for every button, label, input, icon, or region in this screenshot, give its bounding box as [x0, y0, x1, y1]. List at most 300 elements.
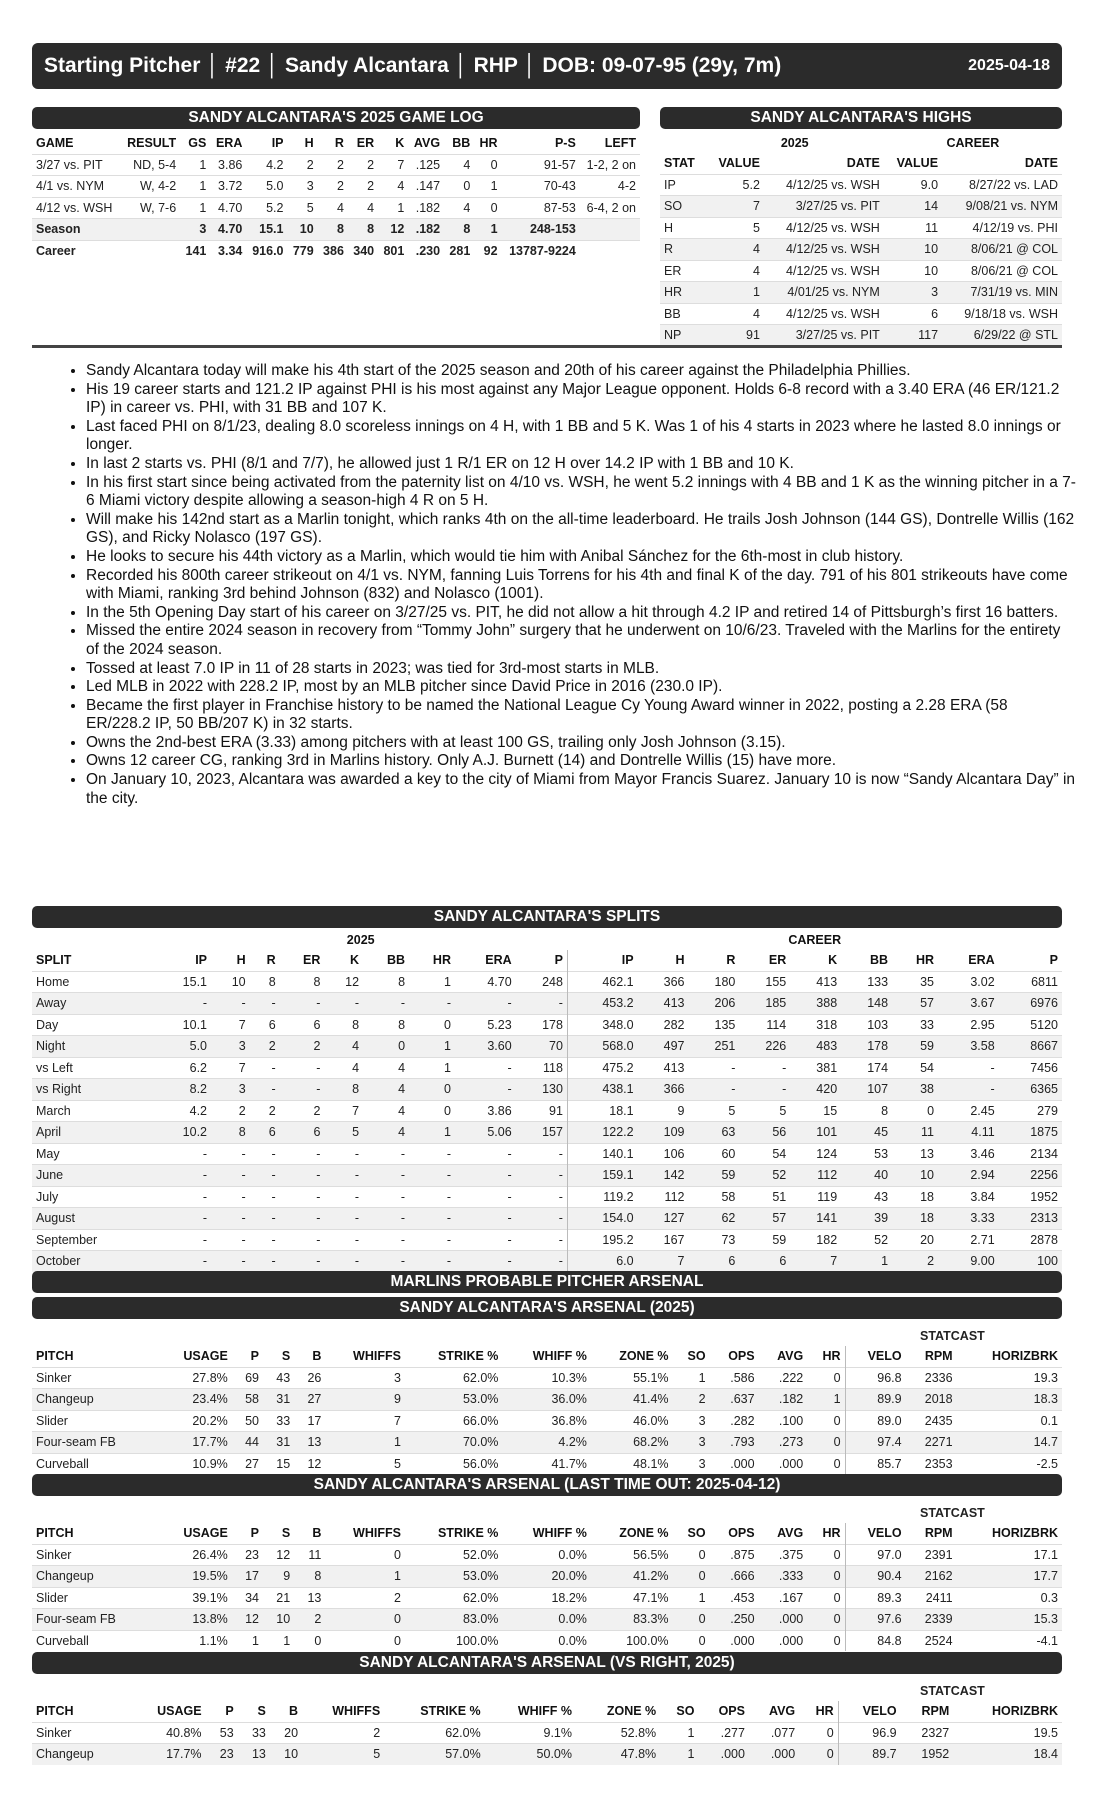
splits-cell: 59	[772, 1232, 787, 1247]
splits-cell: 180	[714, 974, 736, 989]
game-log-col-header: R	[334, 136, 344, 151]
game-log-cell: 340	[353, 243, 375, 258]
arsenal-cell: 1.1%	[199, 1633, 228, 1648]
game-log-cell: 0	[490, 157, 498, 172]
splits-cell: 8	[398, 1017, 406, 1032]
arsenal-cell: .375	[778, 1547, 804, 1562]
arsenal-col-header: ZONE %	[606, 1704, 657, 1719]
arsenal-row	[32, 1544, 1062, 1566]
arsenal-cell: 57.0%	[445, 1747, 481, 1762]
splits-cell: 73	[721, 1232, 736, 1247]
note-item: • On January 10, 2023, Alcantara was awarded a key to the city of Miami from Mayor Francis Suarez. January 10 is now “Sandy Alcantara Day” in the city.	[86, 771, 1076, 808]
arsenal-cell: 0	[807, 1367, 845, 1389]
splits-cell: 4.2	[189, 1103, 208, 1118]
arsenal-col-header: VELO	[867, 1349, 902, 1364]
arsenal-cell: 1	[252, 1633, 259, 1648]
arsenal-cell: 17	[307, 1413, 322, 1428]
highs-cell: 11	[925, 220, 939, 235]
arsenal-cell: 2353	[924, 1456, 953, 1471]
arsenal-cell: 26	[307, 1370, 322, 1385]
splits-cell: -	[507, 1146, 512, 1161]
splits-cell: 8	[352, 1017, 360, 1032]
highs-cell: 9/08/21 vs. NYM	[965, 199, 1058, 214]
splits-cell: -	[271, 996, 276, 1011]
arsenal-cell: 13	[307, 1435, 322, 1450]
highs-row	[660, 239, 1062, 261]
arsenal-cell: 56.0%	[462, 1456, 499, 1471]
splits-cell: 413	[663, 996, 685, 1011]
splits-cell: -	[316, 1211, 321, 1226]
arsenal-col-header: HORIZBRK	[992, 1349, 1058, 1364]
splits-cell: 5.06	[487, 1125, 512, 1140]
highs-cell: 4/01/25 vs. NYM	[787, 285, 880, 300]
arsenal-col-header: WHIFFS	[332, 1704, 381, 1719]
splits-cell: -	[202, 1146, 208, 1161]
splits-cell: 39	[874, 1211, 889, 1226]
arsenal-cell: 2271	[924, 1435, 953, 1450]
splits-cell: 2	[313, 1103, 321, 1118]
game-log-cell: 5	[306, 200, 314, 215]
arsenal-cell: 41.4%	[633, 1392, 669, 1407]
splits-cell: 5	[728, 1103, 736, 1118]
splits-cell: 1	[444, 1060, 451, 1075]
splits-cell: 195.2	[602, 1232, 634, 1247]
splits-cell: 3.84	[970, 1189, 995, 1204]
game-log-cell: 4.70	[218, 222, 243, 237]
splits-group-2025: 2025	[346, 933, 375, 947]
highs-cell: 4	[752, 242, 760, 257]
arsenal-cell: 89.0	[877, 1413, 902, 1428]
arsenal-cell: 2	[698, 1392, 706, 1407]
note-item: • Will make his 142nd start as a Marlin tonight, which ranks 4th on the all-time leaderboard. He trails Josh Johnson (144 GS), Dontrelle Willis (162 GS), and Ricky Nolasco (197 GS).	[86, 511, 1076, 548]
splits-cell: 2.94	[970, 1168, 995, 1183]
game-log-row	[32, 176, 640, 198]
splits-cell: -	[446, 1146, 451, 1161]
highs-cell: 3	[931, 285, 939, 300]
arsenal-cell: 0.0%	[558, 1633, 587, 1648]
arsenal-col-header: VELO	[862, 1704, 897, 1719]
arsenal-cell: 8	[314, 1569, 322, 1584]
splits-cell: 114	[766, 1017, 787, 1032]
game-log-cell: 3.72	[218, 179, 243, 194]
splits-cell: -	[202, 1254, 208, 1269]
arsenal-cell: 1	[283, 1633, 291, 1648]
splits-cell: -	[516, 993, 568, 1015]
splits-cell: 58	[721, 1189, 736, 1204]
splits-cell: 0	[398, 1039, 406, 1054]
game-log-cell: 13787-9224	[509, 243, 576, 258]
splits-cell: 3.46	[970, 1146, 995, 1161]
splits-cell: 420	[816, 1082, 838, 1097]
page-date: 2025-04-18	[968, 57, 1050, 74]
splits-cell: -	[782, 1082, 787, 1097]
arsenal-cell: Curveball	[36, 1456, 89, 1471]
splits-cell: -	[241, 1189, 246, 1204]
arsenal-cell: 0	[394, 1547, 401, 1562]
arsenal-col-header: HORIZBRK	[992, 1526, 1058, 1541]
splits-cell: -	[507, 1060, 512, 1075]
splits-cell: 9.00	[970, 1254, 995, 1269]
arsenal-col-header: P	[250, 1349, 259, 1364]
splits-col-header: HR	[915, 953, 935, 968]
splits-cell: 248	[516, 971, 568, 993]
game-log-col-header: ERA	[215, 136, 243, 151]
arsenal-cell: .666	[730, 1569, 755, 1584]
highs-cell: 9/18/18 vs. WSH	[964, 306, 1058, 321]
splits-cell: 142	[663, 1168, 685, 1183]
game-log-cell: 1	[490, 222, 498, 237]
arsenal-cell: 31	[276, 1435, 291, 1450]
note-item: • His 19 career starts and 121.2 IP against PHI is his most against any Major League opponent. Holds 6-8 record with a 3.40 ERA (46 ER/121.2 IP) in career vs. PHI, with 31 BB and 107 K.	[86, 381, 1076, 418]
splits-cell: 12	[345, 974, 360, 989]
splits-cell: 5	[779, 1103, 787, 1118]
arsenal-col-header: WHIFF %	[532, 1349, 587, 1364]
splits-cell: 35	[920, 974, 935, 989]
arsenal-cell: 53.0%	[462, 1392, 499, 1407]
splits-cell: 167	[663, 1232, 685, 1247]
arsenal-cell: 26.4%	[192, 1547, 228, 1562]
game-log-cell: 92	[483, 243, 498, 258]
arsenal-col-header: HR	[799, 1701, 838, 1722]
splits-cell: 8667	[1030, 1039, 1058, 1054]
splits-cell: -	[271, 1254, 276, 1269]
game-log-col-header: H	[304, 136, 314, 151]
arsenal-cell: 96.9	[872, 1725, 897, 1740]
arsenal-col-header: SO	[687, 1349, 706, 1364]
game-log-cell: Career	[36, 243, 76, 258]
splits-cell: 60	[721, 1146, 736, 1161]
game-log-cell: 779	[292, 243, 314, 258]
splits-col-header: BB	[869, 953, 889, 968]
splits-cell: 10	[920, 1168, 935, 1183]
arsenal-cell: 0.1	[1040, 1413, 1058, 1428]
splits-cell: 141	[816, 1211, 838, 1226]
game-log-cell: 3.34	[218, 243, 243, 258]
game-log-cell: 8	[336, 222, 344, 237]
splits-cell: -	[516, 1186, 568, 1208]
splits-cell: 103	[867, 1017, 889, 1032]
game-log-cell: 87-53	[543, 200, 576, 215]
splits-cell: 6976	[1030, 996, 1058, 1011]
splits-cell: 2313	[1030, 1211, 1058, 1226]
statcast-label-last: STATCAST	[920, 1506, 985, 1520]
arsenal-cell: 0.0%	[558, 1612, 587, 1627]
note-item: • Missed the entire 2024 season in recovery from “Tommy John” surgery that he underwent on 10/6/23. Traveled with the Marlins for the entirety of the 2024 season.	[86, 622, 1076, 659]
splits-cell: -	[400, 1254, 406, 1269]
highs-cell: 3/27/25 vs. PIT	[795, 328, 880, 343]
splits-cell: -	[316, 1146, 321, 1161]
splits-cell: 51	[772, 1189, 787, 1204]
splits-cell: July	[36, 1189, 59, 1204]
splits-cell: 3.60	[487, 1039, 512, 1054]
splits-cell: 178	[516, 1014, 568, 1036]
game-log-cell: 916.0	[252, 243, 284, 258]
splits-cell: 107	[867, 1082, 889, 1097]
arsenal-cell: 0.3	[1040, 1590, 1058, 1605]
splits-cell: 568.0	[602, 1039, 634, 1054]
splits-row	[32, 1014, 1062, 1036]
arsenal-row	[32, 1566, 1062, 1588]
game-log-col-header: HR	[479, 136, 498, 151]
game-log-cell: 7	[397, 157, 405, 172]
highs-group-career: CAREER	[946, 136, 1000, 150]
arsenal-cell: 15	[276, 1456, 291, 1471]
arsenal-cell: .453	[730, 1590, 755, 1605]
splits-cell: -	[202, 1168, 208, 1183]
splits-cell: 140.1	[602, 1146, 634, 1161]
splits-cell: 251	[714, 1039, 736, 1054]
arsenal-col-header: OPS	[718, 1704, 745, 1719]
arsenal-col-header: USAGE	[157, 1704, 202, 1719]
highs-cell: 4	[752, 306, 760, 321]
arsenal-row	[32, 1410, 1062, 1432]
game-log-cell: 248-153	[529, 222, 576, 237]
splits-cell: 497	[663, 1039, 685, 1054]
splits-cell: 106	[663, 1146, 685, 1161]
highs-col-header: DATE	[846, 156, 880, 171]
arsenal-cell: 31	[276, 1392, 291, 1407]
splits-cell: -	[241, 1211, 246, 1226]
arsenal-cell: 46.0%	[633, 1413, 669, 1428]
highs-cell: 10	[924, 242, 939, 257]
arsenal-cell: 43	[276, 1370, 291, 1385]
splits-cell: 4	[398, 1060, 406, 1075]
game-log-cell: 4	[463, 200, 471, 215]
splits-cell: 33	[920, 1017, 935, 1032]
arsenal-col-header: P	[225, 1704, 234, 1719]
game-log-row	[32, 197, 640, 219]
splits-cell: -	[316, 1232, 321, 1247]
splits-cell: April	[36, 1125, 62, 1140]
arsenal-cell: .000	[720, 1747, 745, 1762]
splits-cell: 56	[772, 1125, 787, 1140]
splits-cell: 438.1	[602, 1082, 634, 1097]
arsenal-cell: 100.0%	[456, 1633, 499, 1648]
splits-cell: 8	[398, 974, 406, 989]
splits-header: SANDY ALCANTARA'S SPLITS	[32, 906, 1062, 928]
arsenal-cell: 36.0%	[551, 1392, 587, 1407]
game-log-cell: 281	[449, 243, 471, 258]
splits-cell: 6365	[1030, 1082, 1058, 1097]
game-log-cell: 91-57	[543, 157, 576, 172]
splits-cell: -	[316, 1082, 321, 1097]
splits-cell: 0	[444, 1017, 451, 1032]
splits-cell: 5120	[1030, 1017, 1058, 1032]
splits-row	[32, 971, 1062, 993]
highs-col-header: STAT	[664, 156, 695, 171]
splits-cell: 279	[1037, 1103, 1058, 1118]
arsenal-cell: 9	[283, 1569, 291, 1584]
splits-cell: -	[446, 1254, 451, 1269]
note-item: • Last faced PHI on 8/1/23, dealing 8.0 scoreless innings on 4 H, with 1 BB and 5 K. Was 1 of his 4 starts in 2023 where he lasted 8.0 innings or longer.	[86, 418, 1076, 455]
arsenal-cell: 2327	[921, 1725, 950, 1740]
splits-cell: -	[507, 996, 512, 1011]
arsenal-cell: Sinker	[36, 1547, 72, 1562]
game-log-cell: 3.86	[218, 157, 243, 172]
splits-col-header: HR	[432, 953, 451, 968]
splits-cell: 130	[516, 1079, 568, 1101]
game-log-cell: W, 7-6	[140, 200, 177, 215]
arsenal-cell: .000	[730, 1456, 755, 1471]
highs-row	[660, 260, 1062, 282]
arsenal-cell: -4.1	[1036, 1633, 1058, 1648]
game-log-cell: 1	[490, 179, 498, 194]
splits-cell: 3.67	[970, 996, 995, 1011]
arsenal-cell: 3	[698, 1456, 706, 1471]
arsenal-cell: 14.7	[1033, 1435, 1058, 1450]
arsenal-col-header: HR	[807, 1523, 845, 1544]
splits-cell: 148	[867, 996, 889, 1011]
arsenal-col-header: HR	[807, 1346, 845, 1367]
splits-cell: 18	[920, 1189, 935, 1204]
arsenal-cell: 18.4	[1033, 1747, 1058, 1762]
splits-cell: March	[36, 1103, 71, 1118]
splits-cell: 1	[881, 1254, 889, 1269]
splits-cell: 178	[867, 1039, 889, 1054]
arsenal-cell: .586	[730, 1370, 755, 1385]
arsenal-cell: 23.4%	[192, 1392, 228, 1407]
splits-cell: 10.1	[182, 1017, 208, 1032]
arsenal-cell: 17.7%	[166, 1747, 202, 1762]
game-log-cell: 141	[185, 243, 207, 258]
splits-cell: May	[36, 1146, 60, 1161]
splits-cell: 413	[816, 974, 838, 989]
game-log-col-header: LEFT	[604, 136, 636, 151]
splits-cell: 2256	[1030, 1168, 1058, 1183]
splits-cell: 119.2	[603, 1189, 634, 1204]
splits-group-career: CAREER	[788, 933, 842, 947]
arsenal-cell: .875	[730, 1547, 755, 1562]
highs-cell: NP	[664, 328, 682, 343]
game-log-cell: 4	[397, 179, 405, 194]
splits-cell: 57	[920, 996, 935, 1011]
arsenal-col-header: WHIFF %	[532, 1526, 587, 1541]
splits-cell: 11	[921, 1125, 935, 1140]
arsenal-cell: 0	[807, 1544, 845, 1566]
arsenal-cell: 10	[276, 1612, 291, 1627]
splits-cell: 3	[238, 1082, 246, 1097]
arsenal-cell: 20.2%	[192, 1413, 228, 1428]
splits-cell: August	[36, 1211, 75, 1226]
splits-cell: 282	[663, 1017, 685, 1032]
splits-col-header: H	[236, 953, 246, 968]
arsenal-col-header: STRIKE %	[437, 1349, 499, 1364]
arsenal-cell: 0	[698, 1612, 706, 1627]
arsenal-col-header: ZONE %	[619, 1526, 669, 1541]
arsenal-cell: 58	[245, 1392, 259, 1407]
splits-cell: 7	[238, 1060, 246, 1075]
splits-col-header: ER	[303, 953, 321, 968]
highs-cell: 14	[924, 199, 939, 214]
splits-cell: 2134	[1030, 1146, 1058, 1161]
arsenal-cell: 2435	[924, 1413, 953, 1428]
arsenal-cell: 1	[807, 1389, 845, 1411]
splits-cell: 2.45	[970, 1103, 995, 1118]
arsenal-col-header: SO	[687, 1526, 706, 1541]
arsenal-cell: 0	[698, 1569, 706, 1584]
splits-cell: 53	[874, 1146, 889, 1161]
splits-cell: -	[241, 1254, 246, 1269]
game-log-cell: 4	[367, 200, 375, 215]
splits-cell: -	[507, 1082, 512, 1097]
arsenal-cell: .000	[778, 1456, 804, 1471]
game-log-row	[32, 154, 640, 176]
splits-cell: 453.2	[602, 996, 634, 1011]
arsenal-cell: 10.3%	[551, 1370, 587, 1385]
splits-col-header: R	[726, 953, 736, 968]
arsenal-col-header: AVG	[768, 1704, 796, 1719]
arsenal-cell: 34	[245, 1590, 259, 1605]
arsenal-cell: 4.2%	[558, 1435, 587, 1450]
arsenal-cell: 21	[276, 1590, 291, 1605]
splits-col-header: P	[1049, 953, 1058, 968]
game-log-cell: ND, 5-4	[133, 157, 177, 172]
arsenal-row	[32, 1453, 1062, 1474]
arsenal-cell: .273	[778, 1435, 804, 1450]
arsenal-cell: 97.4	[877, 1435, 902, 1450]
game-log-cell: 1	[199, 157, 207, 172]
arsenal-cell: 89.3	[877, 1590, 902, 1605]
note-item: • In his first start since being activated from the paternity list on 4/10 vs. WSH, he went 5.2 innings with 4 BB and 1 K as the winning pitcher in a 7-6 Miami victory despite allowing a season-high 4 R on 5 H.	[86, 474, 1076, 511]
arsenal-cell: 3	[394, 1370, 401, 1385]
statcast-label-right: STATCAST	[920, 1684, 985, 1698]
splits-cell: -	[507, 1254, 512, 1269]
splits-cell: 159.1	[602, 1168, 634, 1183]
splits-cell: 226	[765, 1039, 787, 1054]
splits-cell: -	[241, 1168, 246, 1183]
splits-cell: -	[400, 996, 406, 1011]
splits-col-header: R	[266, 953, 276, 968]
splits-cell: 70	[516, 1036, 568, 1058]
game-log-cell: 801	[383, 243, 405, 258]
arsenal-cell: 62.0%	[462, 1590, 499, 1605]
splits-cell: -	[446, 1232, 451, 1247]
splits-col-header: IP	[195, 953, 208, 968]
arsenal-cell: 2339	[924, 1612, 953, 1627]
note-item: • In the 5th Opening Day start of his career on 3/27/25 vs. PIT, he did not allow a hit through 4.2 IP and retired 14 of Pittsburgh’s first 16 batters.	[86, 604, 1076, 623]
arsenal-cell: 97.0	[877, 1547, 902, 1562]
arsenal-cell: 9.1%	[543, 1725, 572, 1740]
arsenal-cell: .167	[778, 1590, 804, 1605]
game-log-cell: 2	[367, 179, 375, 194]
game-log-cell: 1-2, 2 on	[586, 157, 636, 172]
arsenal-col-header: VELO	[867, 1526, 902, 1541]
game-log-cell: 1	[397, 200, 405, 215]
highs-row	[660, 217, 1062, 239]
arsenal-cell: 48.1%	[633, 1456, 669, 1471]
splits-cell: 59	[721, 1168, 736, 1183]
arsenal-cell: 10.9%	[192, 1456, 228, 1471]
splits-cell: -	[241, 1146, 246, 1161]
splits-cell: 91	[516, 1100, 568, 1122]
game-log-cell: 4-2	[617, 179, 636, 194]
arsenal-col-header: HORIZBRK	[992, 1704, 1058, 1719]
arsenal-col-header: S	[257, 1704, 266, 1719]
arsenal-cell: Curveball	[36, 1633, 89, 1648]
arsenal-cell: 50.0%	[536, 1747, 572, 1762]
splits-cell: 18.1	[609, 1103, 634, 1118]
arsenal-cell: 68.2%	[633, 1435, 669, 1450]
highs-group-2025: 2025	[780, 136, 809, 150]
game-log-cell: 4	[463, 157, 471, 172]
splits-cell: 133	[867, 974, 889, 989]
arsenal-cell: 20.0%	[551, 1569, 587, 1584]
splits-cell: -	[731, 1082, 736, 1097]
splits-cell: -	[400, 1146, 406, 1161]
splits-cell: 15.1	[182, 974, 208, 989]
game-log-cell	[580, 219, 640, 241]
arsenal-cell: 12	[276, 1547, 291, 1562]
